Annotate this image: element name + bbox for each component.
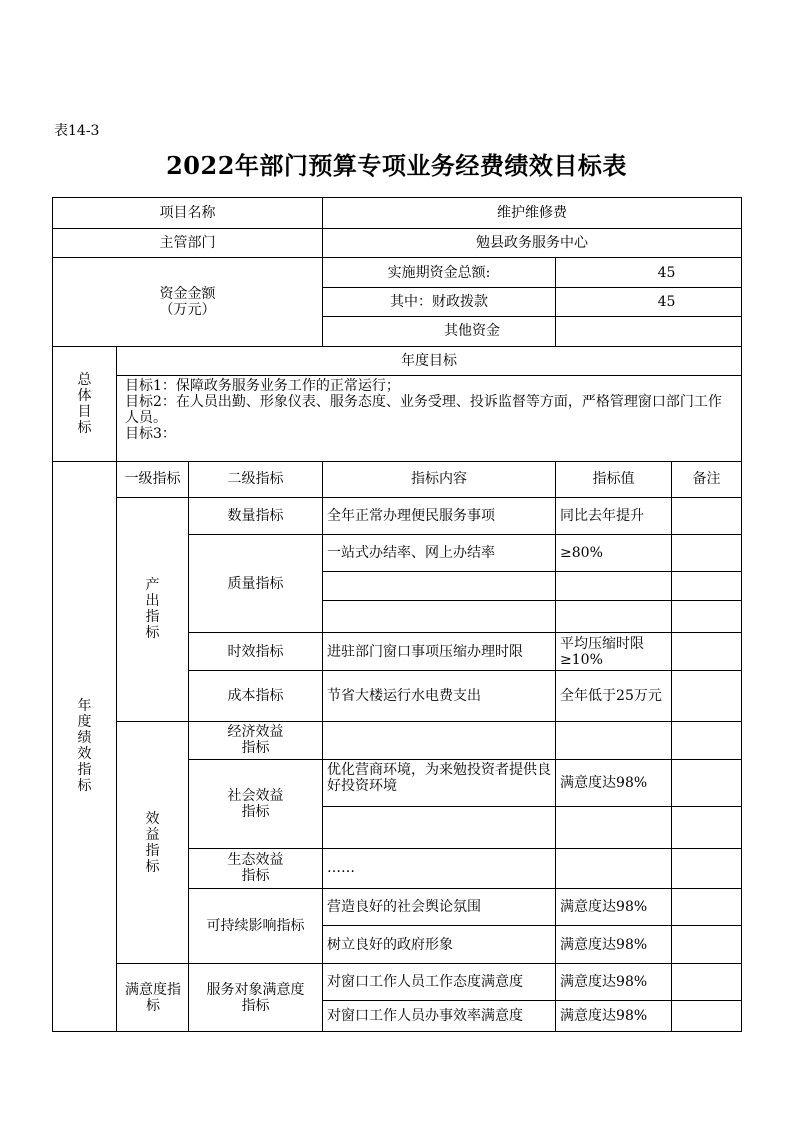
overall-goals-row [53,376,742,462]
empty-cell [323,600,556,632]
empty-cell [672,721,742,759]
social-indicator-label: 社会效益指标 [189,759,323,848]
cost-value: 全年低于25万元 [556,671,672,721]
satisfaction-remark-2 [672,1000,742,1031]
sustainable-remark-1 [672,888,742,925]
satisfaction-content-1: 对窗口工作人员工作态度满意度 [323,964,556,1000]
funds-total-value: 45 [556,258,742,287]
satisfaction-value-2: 满意度达98% [556,1000,672,1031]
sustainable-content-2: 树立良好的政府形象 [323,926,556,964]
social-content: 优化营商环境，为来勉投资者提供良好投资环境 [323,759,556,806]
goal-2: 目标2：在人员出勤、形象仪表、服务态度、业务受理、投诉监督等方面，严格管理窗口部门工作人员。 [125,394,722,427]
empty-cell [323,807,556,848]
empty-cell [556,807,672,848]
timeliness-indicator-label: 时效指标 [189,633,323,671]
sustainable-value-2: 满意度达98% [556,926,672,964]
ecological-content: …… [323,848,556,888]
indicator-header-row [53,461,742,497]
cost-content: 节省大楼运行水电费支出 [323,671,556,721]
project-row [53,198,742,229]
output-indicator-label: 产出指标 [117,498,189,722]
table-row [53,498,742,535]
timeliness-remark [672,633,742,671]
service-satisfaction-label: 服务对象满意度指标 [189,964,323,1032]
quantity-value: 同比去年提升 [556,498,672,535]
header-level2: 二级指标 [189,461,323,497]
page-title: 2022年部门预算专项业务经费绩效目标表 [166,151,627,180]
annual-goal-header: 年度目标 [117,347,742,376]
empty-cell [672,571,742,600]
quality-indicator-label: 质量指标 [189,535,323,633]
funds-label-line1: 资金金额 [159,286,216,303]
table-number: 表14-3 [54,123,100,139]
funds-total-row [53,258,742,287]
quality-remark [672,535,742,571]
quantity-content: 全年正常办理便民服务事项 [323,498,556,535]
empty-cell [323,721,556,759]
empty-cell [672,600,742,632]
overall-goals-text [117,376,742,462]
annual-indicator-label: 年度绩效指标 [53,461,117,1031]
empty-cell [323,571,556,600]
funds-total-label: 实施期资金总额: [323,258,556,287]
sustainable-remark-2 [672,926,742,964]
timeliness-value: 平均压缩时限≥10% [556,633,672,671]
project-label: 项目名称 [53,198,323,229]
empty-cell [556,600,672,632]
funds-fiscal-label: 其中：财政拨款 [323,287,556,316]
satisfaction-content-2: 对窗口工作人员办事效率满意度 [323,1000,556,1031]
overall-header-row [53,347,742,376]
table-row [53,964,742,1000]
quantity-indicator-label: 数量指标 [189,498,323,535]
quality-value: ≥80% [556,535,672,571]
social-remark [672,759,742,806]
social-value: 满意度达98% [556,759,672,806]
goal-1: 目标1：保障政务服务业务工作的正常运行； [125,378,400,395]
department-label: 主管部门 [53,229,323,258]
empty-cell [672,848,742,888]
header-content: 指标内容 [323,461,556,497]
satisfaction-remark-1 [672,964,742,1000]
funds-label-line2: （万元） [159,302,216,319]
cost-indicator-label: 成本指标 [189,671,323,721]
performance-target-table [52,197,742,1032]
funds-other-label: 其他资金 [323,316,556,346]
quantity-remark [672,498,742,535]
benefit-indicator-label: 效益指标 [117,721,189,964]
economic-indicator-label: 经济效益指标 [189,721,323,759]
table-row [53,721,742,759]
goal-3: 目标3： [125,426,176,443]
funds-other-value [556,316,742,346]
satisfaction-value-1: 满意度达98% [556,964,672,1000]
empty-cell [672,807,742,848]
funds-fiscal-value: 45 [556,287,742,316]
empty-cell [556,571,672,600]
header-level1: 一级指标 [117,461,189,497]
quality-content: 一站式办结率、网上办结率 [323,535,556,571]
satisfaction-indicator-label: 满意度指标 [117,964,189,1032]
project-value: 维护维修费 [323,198,742,229]
header-remark: 备注 [672,461,742,497]
sustainable-content-1: 营造良好的社会舆论氛围 [323,888,556,925]
overall-goal-label: 总体目标 [53,347,117,462]
empty-cell [556,848,672,888]
sustainable-value-1: 满意度达98% [556,888,672,925]
timeliness-content: 进驻部门窗口事项压缩办理时限 [323,633,556,671]
funds-label [53,258,323,347]
sustainable-indicator-label: 可持续影响指标 [189,888,323,964]
department-row [53,229,742,258]
ecological-indicator-label: 生态效益指标 [189,848,323,888]
header-value: 指标值 [556,461,672,497]
cost-remark [672,671,742,721]
department-value: 勉县政务服务中心 [323,229,742,258]
empty-cell [556,721,672,759]
